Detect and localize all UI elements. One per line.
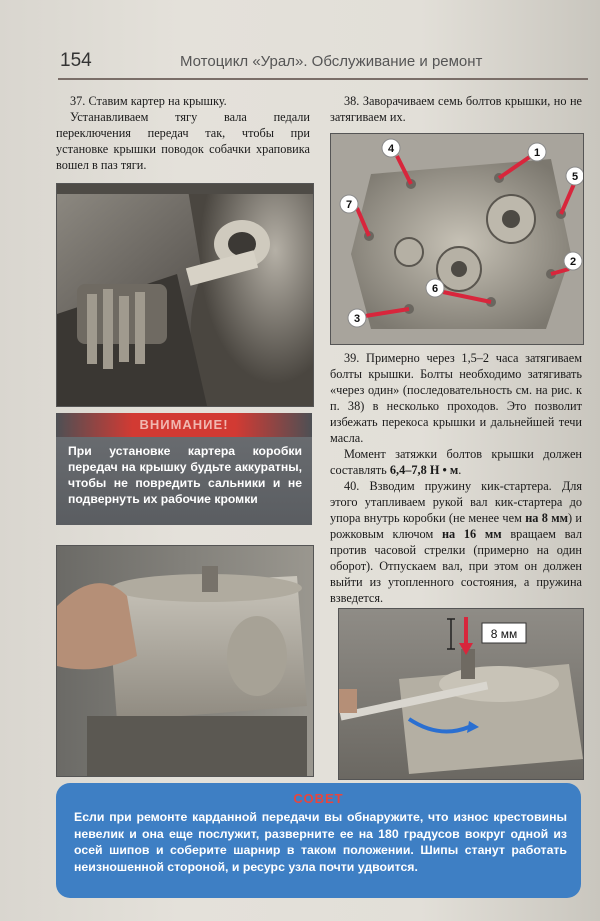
step39-torque xyxy=(330,446,582,478)
header-rule xyxy=(58,78,588,80)
warning-title: ВНИМАНИЕ! xyxy=(139,417,229,432)
bolt-label-6: 6 xyxy=(431,283,439,295)
step39-text: 39. Примерно через 1,5–2 часа затягиваем болты крышки. Болты необходимо затягивать «через один» (последовательность см. на рис. к п. 38) в несколько проходов. Это позволит избежать перекоса крышки и дальнейшей течи масла. xyxy=(330,351,582,445)
tip-text: Если при ремонте карданной передачи вы обнаружите, что износ крестовины невелик и она еще послужит, разверните ее на 180 градусов вокруг одной из осей шипов и соберите шарнир в таком положении. Шипы станут работать неизношенной стороной, и ресурс узла почти удвоится. xyxy=(74,810,567,874)
warning-box xyxy=(56,413,312,525)
bolts-photo xyxy=(330,133,584,345)
warning-header xyxy=(56,413,312,437)
bolt-label-7: 7 xyxy=(345,199,353,211)
kickstarter-photo xyxy=(338,608,584,780)
running-title: Мотоцикл «Урал». Обслуживание и ремонт xyxy=(180,53,483,70)
step40-part1: 40. Взводим пружину кик-стартера. Для этого утапливаем рукой вал кик-стартера до упора внутрь коробки (не менее чем xyxy=(330,479,582,525)
torque-suffix: . xyxy=(458,463,462,477)
gearbox-photo xyxy=(56,183,314,407)
step40-wrench: на 16 мм xyxy=(441,527,502,541)
dimension-label: 8 мм xyxy=(490,627,518,641)
step37-body: Устанавливаем тягу вала педали переключения передач так, чтобы при установке крышки поводок собачки храповика вошел в паз тяги. xyxy=(56,110,310,172)
bolt-label-2: 2 xyxy=(569,256,577,268)
gearbox-illustration xyxy=(57,184,313,406)
bolt-label-5: 5 xyxy=(571,171,579,183)
tip-box xyxy=(56,783,581,898)
bolt-label-3: 3 xyxy=(353,313,361,325)
step40-depth: на 8 мм xyxy=(525,511,568,525)
tip-title: СОВЕТ xyxy=(293,791,344,806)
torque-prefix: Момент затяжки болтов крышки должен составлять xyxy=(330,447,582,477)
warning-text: При установке картера коробки передач на крышку будьте аккуратны, чтобы не повредить сальники и не подвернуть их рабочие кромки xyxy=(68,444,302,506)
bolts-illustration xyxy=(331,134,583,344)
torque-value: 6,4–7,8 Н • м xyxy=(389,463,459,477)
kickstarter-illustration xyxy=(339,609,583,779)
housing-photo xyxy=(56,545,314,777)
step40-part3: вращаем вал против часовой стрелки (примерно на один оборот). Отпускаем вал, при этом он должен выйти из утопленного состояния, а пружина взведется. xyxy=(330,527,582,605)
housing-illustration xyxy=(57,546,313,776)
step37-heading: 37. Ставим картер на крышку. xyxy=(70,94,227,108)
step38-text: 38. Заворачиваем семь болтов крышки, но не затягиваем их. xyxy=(330,94,582,124)
step40-text xyxy=(330,478,582,606)
bolt-label-4: 4 xyxy=(387,143,395,155)
bolt-label-1: 1 xyxy=(533,147,541,159)
step40-part2: ) и рожковым ключом xyxy=(330,511,582,541)
page-number: 154 xyxy=(60,50,92,71)
